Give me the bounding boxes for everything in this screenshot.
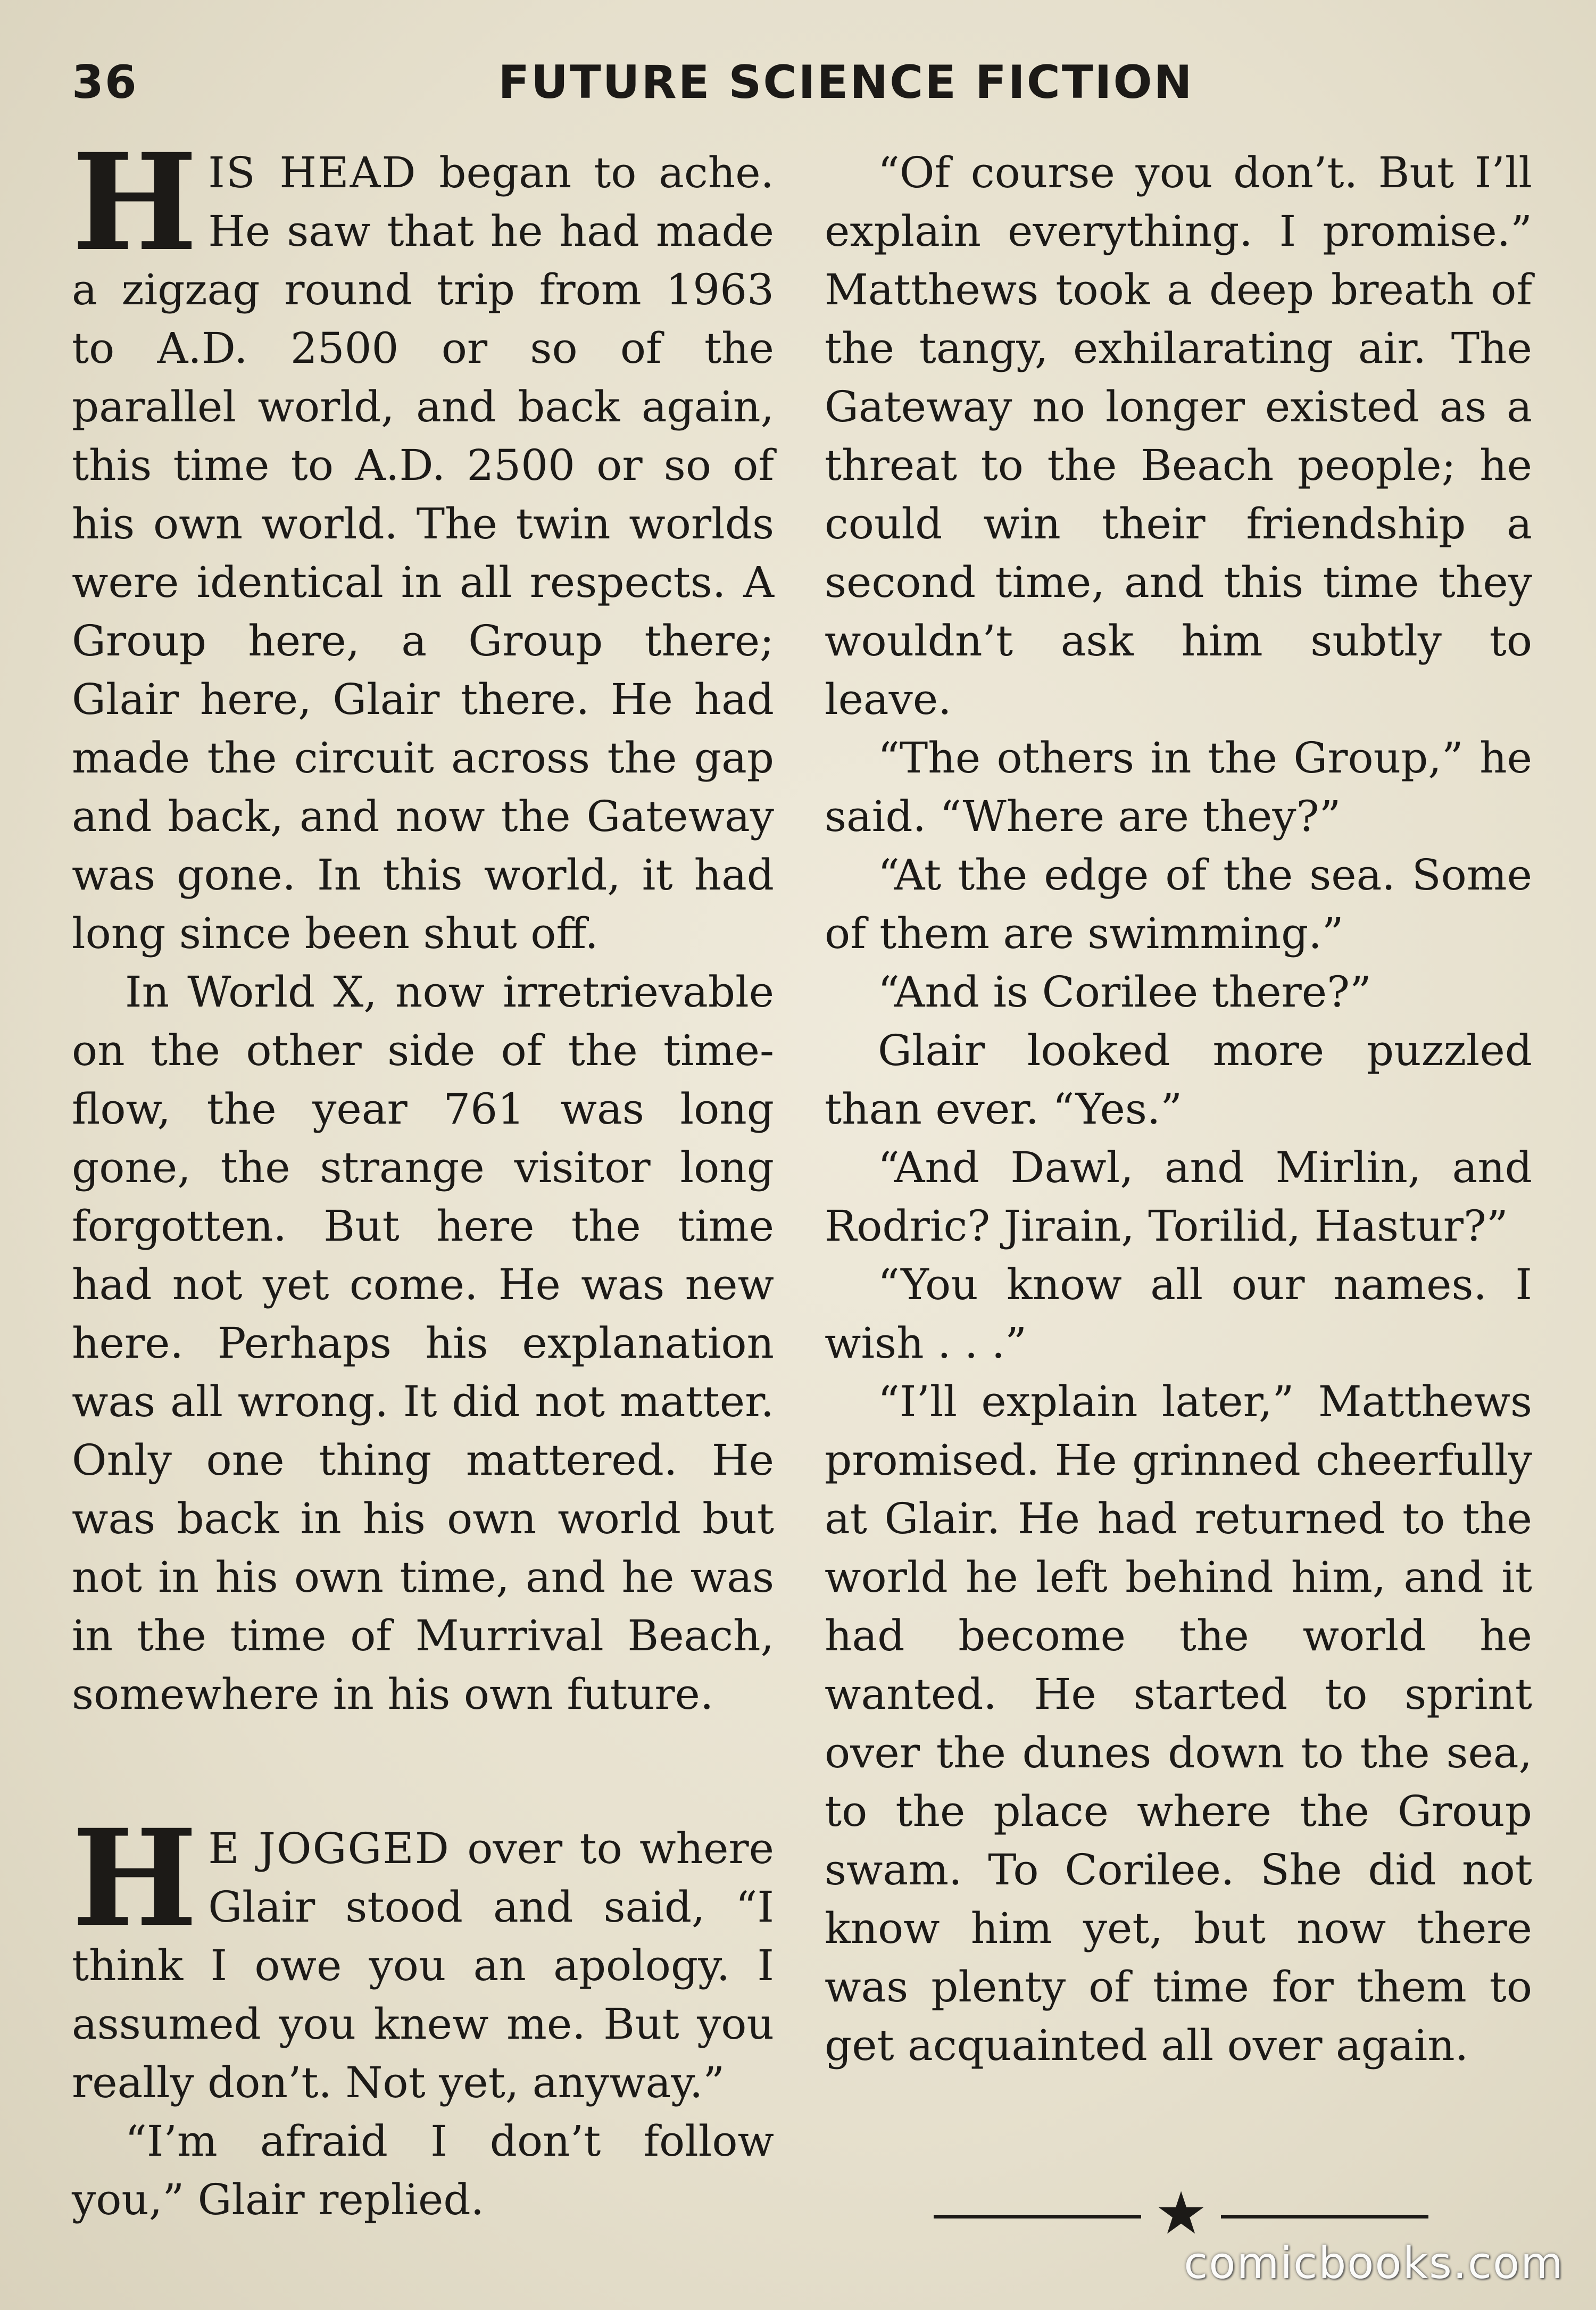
paragraph: “At the edge of the sea. Some of them are swimming.” (825, 850, 1532, 958)
ornament-rule-left (934, 2215, 1141, 2218)
paragraph: “And Dawl, and Mirlin, and Rodric? Jirain, Torilid, Hastur?” (825, 1143, 1532, 1251)
end-of-story-ornament (934, 2179, 1428, 2247)
running-title: FUTURE SCIENCE FICTION (498, 56, 1194, 109)
paragraph-text: began to ache. He saw that he had made a zigzag round trip from 1963 to A.D. 2500 or so of the parallel world, and back again, this time to A.D. 2500 or so of his own world. The twin worlds were identical in all respects. A Group here, a Group there; Glair here, Glair there. He had made the circuit across the gap and back, and now the Gateway was gone. In this world, it had long since been shut off. (72, 148, 774, 958)
watermark: comicbooks.com (1184, 2238, 1564, 2289)
paragraph (72, 1800, 774, 2112)
paragraph: “And is Corilee there?” (878, 967, 1371, 1017)
paragraph: “The others in the Group,” he said. “Where are they?” (825, 733, 1532, 841)
paragraph: “I’ll explain later,” Matthews promised. He grinned cheerfully at Glair. He had returned to the world he left behind him, and it had become the world he wanted. He started to sprint over the dunes down to the sea, to the place where the Group swam. To Corilee. She did not know him yet, but now there was plenty of time for them to get acquainted all over again. (825, 1377, 1532, 2070)
paragraph (72, 124, 774, 963)
paragraph: In World X, now irretrievable on the other side of the time-flow, the year 761 was long gone, the strange visitor long forgotten. But here the time had not yet come. He was new here. Perhaps his explanation was all wrong. It did not matter. Only one thing mattered. He was back in his own world but not in his own time, and he was in the time of Murrival Beach, somewhere in his own future. (72, 967, 774, 1719)
paragraph-text: over to where Glair stood and said, “I think I owe you an apology. I assumed you knew me. But you really don’t. Not yet, anyway.” (72, 1824, 774, 2107)
page-header (72, 56, 1524, 114)
paragraph: Glair looked more puzzled than ever. “Yes.” (825, 1026, 1532, 1134)
paragraph: “I’m afraid I don’t follow you,” Glair replied. (72, 2116, 774, 2224)
page-number: 36 (72, 56, 138, 109)
ornament-rule-right (1221, 2215, 1428, 2218)
lead-in: IS HEAD (208, 148, 417, 197)
paragraph: “Of course you don’t. But I’ll explain everything. I promise.” Matthews took a deep breath of the tangy, exhilarating air. The Gateway no longer existed as a threat to the Beach people; he could win their friendship a second time, and this time they wouldn’t ask him subtly to leave. (825, 148, 1532, 724)
paragraph: “You know all our names. I wish . . .” (825, 1260, 1532, 1368)
lead-in: E JOGGED (208, 1824, 450, 1873)
right-column (825, 144, 1532, 2075)
drop-cap: H (72, 1800, 198, 1956)
left-column (72, 124, 774, 2229)
star-icon: ★ (1154, 2179, 1208, 2247)
drop-cap: H (72, 124, 198, 280)
